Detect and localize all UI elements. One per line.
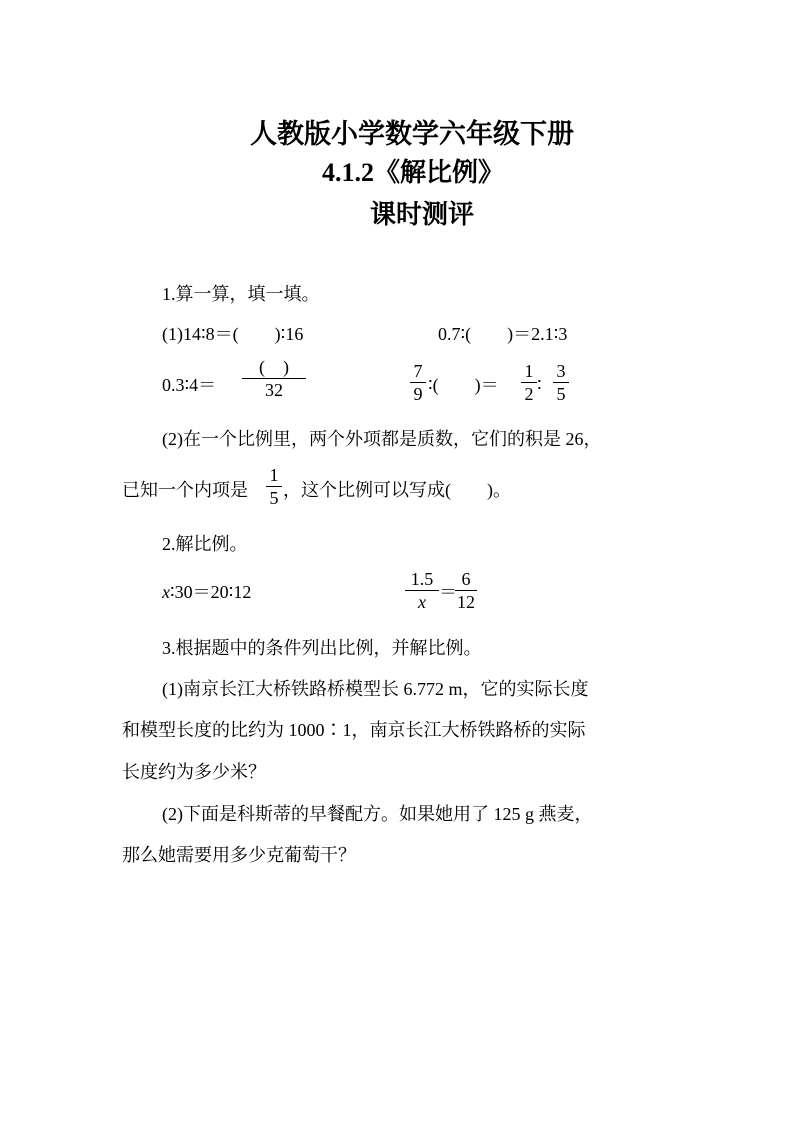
fraction-denominator: 12 <box>457 592 475 612</box>
page-title: 人教版小学数学六年级下册 <box>250 119 574 149</box>
q2-eq2-equals: ＝ <box>439 582 457 602</box>
lesson-subtitle: 4.1.2《解比例》 <box>322 158 505 187</box>
fraction-6-12 <box>455 568 477 613</box>
q1-p1-row1-right: 0.7∶( )＝2.1∶3 <box>438 324 568 344</box>
q1-p2-line2-prefix: 已知一个内项是 <box>122 480 248 500</box>
fraction-1.5-over-x <box>405 568 439 613</box>
fraction-denominator: 2 <box>524 384 534 404</box>
fraction-3-5 <box>553 360 569 405</box>
q3-p1-line2: 和模型长度的比约为 1000∶1，南京长江大桥铁路桥的实际 <box>122 720 586 740</box>
q1-p1-row1-left: (1)14∶8＝( )∶16 <box>162 324 304 344</box>
fraction-denominator: 5 <box>556 384 566 404</box>
q3-p2-line2: 那么她需要用多少克葡萄干？ <box>122 845 356 865</box>
fraction-denominator: 9 <box>413 384 423 404</box>
fraction-numerator: 6 <box>461 569 471 589</box>
q3-heading: 3.根据题中的条件列出比例，并解比例。 <box>162 638 482 658</box>
fraction-numerator: 1.5 <box>410 569 434 589</box>
q1-p2-line2-suffix: ，这个比例可以写成( )。 <box>283 480 511 500</box>
q3-p2-line1: (2)下面是科斯蒂的早餐配方。如果她用了 125 g 燕麦， <box>162 804 593 824</box>
fraction-denominator: 5 <box>269 488 279 508</box>
q2-heading: 2.解比例。 <box>162 534 248 554</box>
q1-p1-row2-left-prefix: 0.3∶4＝ <box>162 375 217 395</box>
variable-x: x <box>162 582 170 602</box>
q1-p1-row2-right-mid: ∶( )＝ <box>428 375 499 395</box>
lesson-caption: 课时测评 <box>370 200 475 229</box>
q1-p2-line1: (2)在一个比例里，两个外项都是质数，它们的积是 26， <box>162 429 602 449</box>
fraction-denominator: x <box>418 592 426 612</box>
fraction-1-5 <box>266 464 282 509</box>
q3-p1-line1: (1)南京长江大桥铁路桥模型长 6.772 m，它的实际长度 <box>162 679 589 699</box>
fraction-7-9 <box>410 360 426 405</box>
fraction-numerator: 3 <box>556 361 566 381</box>
fraction-blank-over-32 <box>242 356 306 401</box>
q2-eq1-rest: ∶30＝20∶12 <box>170 582 252 602</box>
fraction-denominator: 32 <box>265 380 283 400</box>
q1-p1-row2-right-colon: ∶ <box>537 375 542 395</box>
fraction-numerator: ( ) <box>259 357 289 377</box>
q2-eq1 <box>162 580 251 604</box>
fraction-1-2 <box>521 360 537 405</box>
q3-p1-line3: 长度约为多少米？ <box>122 762 266 782</box>
fraction-numerator: 1 <box>269 465 279 485</box>
q1-heading: 1.算一算，填一填。 <box>162 284 320 304</box>
fraction-numerator: 7 <box>413 361 423 381</box>
fraction-numerator: 1 <box>524 361 534 381</box>
